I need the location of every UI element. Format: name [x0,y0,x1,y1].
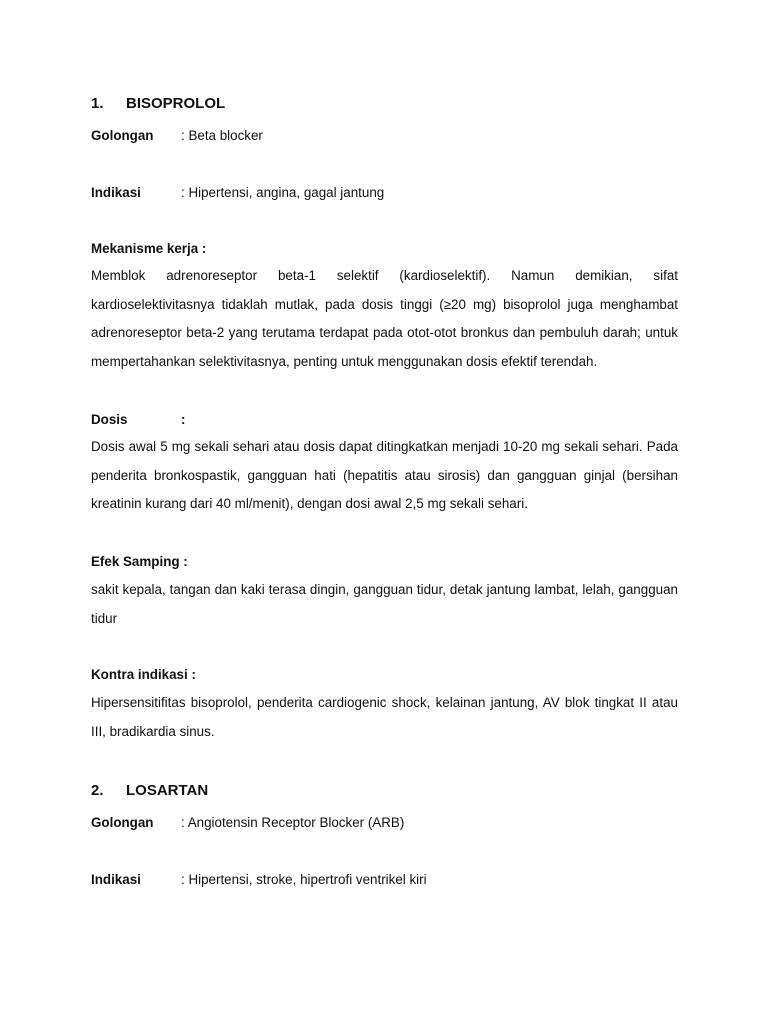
section-1-title: BISOPROLOL [126,95,226,112]
section-2-number: 2. [91,782,104,799]
dosis-paragraph: Dosis awal 5 mg sekali sehari atau dosis dapat ditingkatkan menjadi 10-20 mg sekali sehari. Pada penderita bronkospastik, gangguan hati (hepatitis atau sirosis) dan gangguan ginjal (bersihan kreatinin kurang dari 40 ml/menit), dengan dosi awal 2,5 mg sekali sehari. [91,439,678,511]
golongan-value: : Beta blocker [181,128,263,143]
indikasi-label: Indikasi [91,185,141,200]
section-1-number: 1. [91,95,104,112]
golongan-label: Golongan [91,128,154,143]
indikasi-value: : Hipertensi, angina, gagal jantung [181,185,385,200]
mekanisme-paragraph: Memblok adrenoreseptor beta-1 selektif (kardioselektif). Namun demikian, sifat kardioselektivitasnya tidaklah mutlak, pada dosis tinggi (≥20 mg) bisoprolol juga menghambat adrenoreseptor beta-2 yang terutama terdapat pada otot-otot bronkus dan pembuluh darah; untuk mempertahankan selektivitasnya, penting untuk menggunakan dosis efektif terendah. [91,268,678,369]
mekanisme-label: Mekanisme kerja : [91,241,207,256]
dosis-label: Dosis [91,412,128,427]
kontra-indikasi-paragraph: Hipersensitifitas bisoprolol, penderita cardiogenic shock, kelainan jantung, AV blok tingkat II atau III, bradikardia sinus. [91,695,678,739]
indikasi-label-2: Indikasi [91,872,141,887]
efek-samping-label: Efek Samping : [91,554,188,569]
kontra-indikasi-label: Kontra indikasi : [91,667,196,682]
efek-samping-paragraph: sakit kepala, tangan dan kaki terasa dingin, gangguan tidur, detak jantung lambat, lelah, gangguan tidur [91,582,678,626]
dosis-colon: : [181,412,186,427]
indikasi-value-2: : Hipertensi, stroke, hipertrofi ventrikel kiri [181,872,427,887]
section-2-title: LOSARTAN [126,782,209,799]
golongan-value-2: : Angiotensin Receptor Blocker (ARB) [181,815,405,830]
golongan-label-2: Golongan [91,815,154,830]
